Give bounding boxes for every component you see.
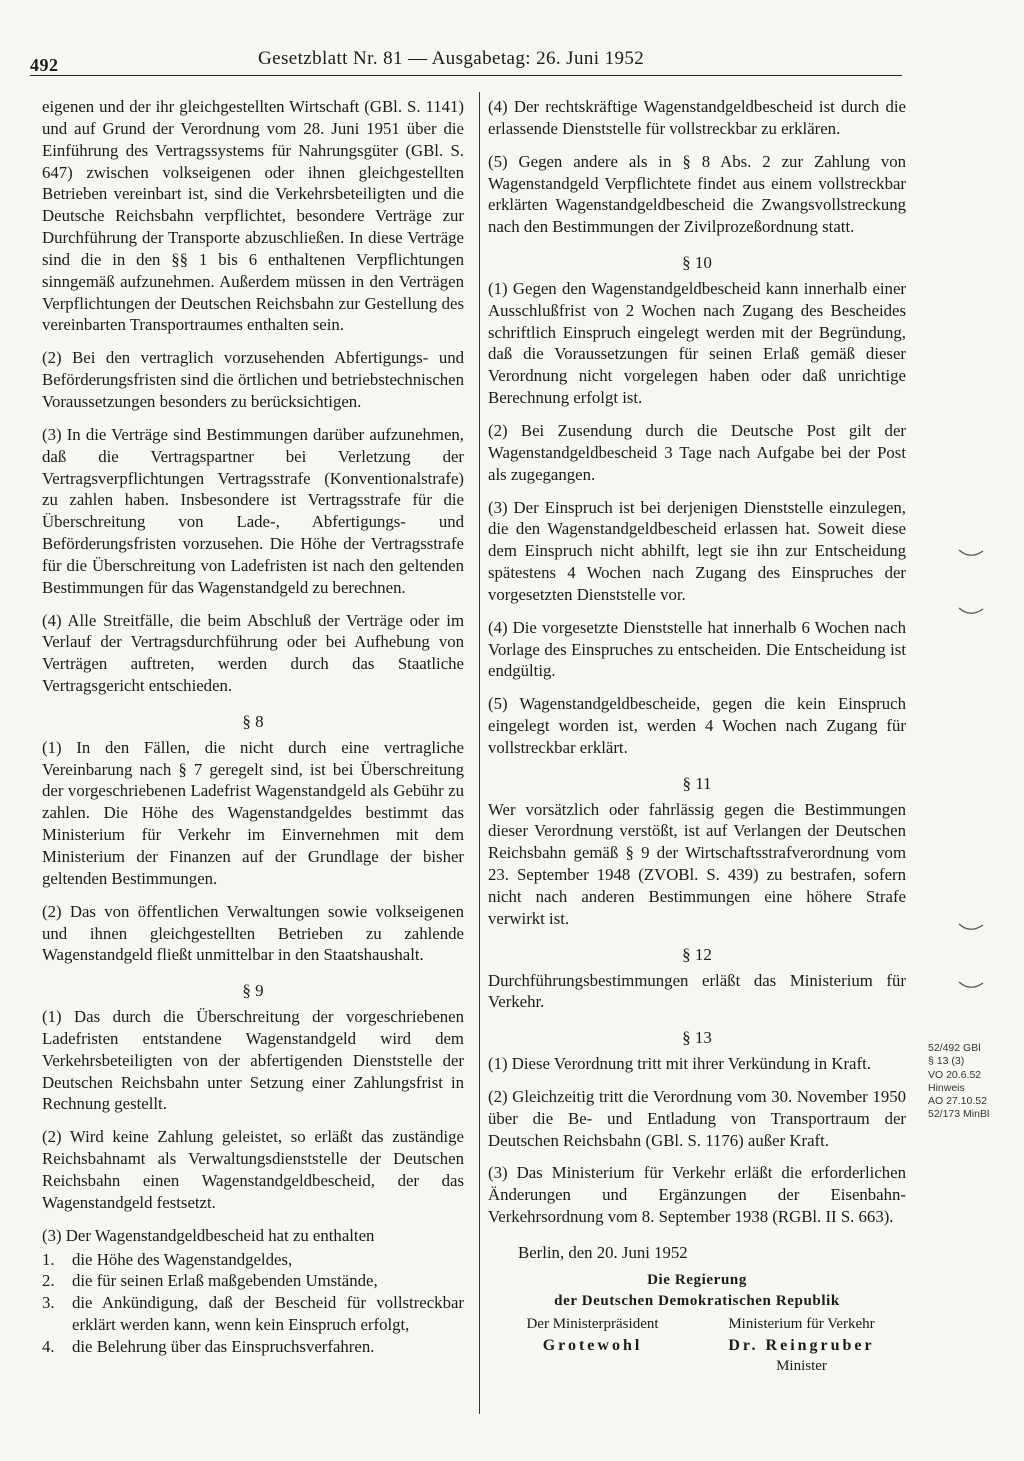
section-11-heading: § 11 [682, 773, 712, 793]
paragraph-10-3: (3) Der Einspruch ist bei derjenigen Dienststelle einzulegen, die den Wagenstandgeldbescheid erlassen hat. Soweit diese dem Einspruch nicht abhilft, legt sie ihn zur Entscheidung spätestens 4 Wochen nach Zugang des Einspruches der vorgesetzten Dienststelle vor. [488, 497, 906, 604]
margin-note-line: 52/492 GBl [928, 1042, 981, 1054]
section-12-heading: § 12 [682, 944, 712, 964]
running-header: Gesetzblatt Nr. 81 — Ausgabetag: 26. Juni 1952 [258, 48, 645, 69]
place-date: Berlin, den 20. Juni 1952 [518, 1242, 688, 1262]
signatory-right-title: Ministerium für Verkehr [728, 1315, 875, 1332]
paragraph-10-1: (1) Gegen den Wagenstandgeldbescheid kann innerhalb einer Ausschlußfrist von 2 Wochen nach Zugang des Bescheides schriftlich Einspruch eingelegt werden mit der Begründung, daß die Voraussetzungen für seinen Erlaß gemäß dieser Verordnung nicht vorgelegen haben oder daß unrichtige Berechnung erfolgt ist. [488, 278, 906, 408]
right-column [488, 96, 906, 1377]
paragraph-9-3-intro: (3) Der Wagenstandgeldbescheid hat zu enthalten [42, 1225, 375, 1245]
paragraph-7-2: (2) Bei den vertraglich vorzusehenden Abfertigungs- und Beförderungsfristen sind die örtlichen und betriebstechnischen Voraussetzungen besonders zu berücksichtigen. [42, 348, 464, 411]
paragraph-9-5: (5) Gegen andere als in § 8 Abs. 2 zur Zahlung von Wagenstandgeld Verpflichtete findet aus einem vollstreckbar erklärten Wagenstandgeldbescheid die Zwangsvollstreckung nach den Bestimmungen der Zivilprozeßordnung statt. [488, 151, 906, 237]
signatory-left-name: Grotewohl [542, 1336, 643, 1354]
section-10-heading: § 10 [682, 253, 712, 273]
page-number: 492 [30, 55, 59, 75]
pencil-mark-icon [958, 980, 984, 990]
margin-note-line: AO 27.10.52 [928, 1095, 987, 1108]
paragraph-13-1: (1) Diese Verordnung tritt mit ihrer Verkündung in Kraft. [488, 1054, 871, 1074]
paragraph-8-1: (1) In den Fällen, die nicht durch eine vertragliche Vereinbarung nach § 7 geregelt sind, ist bei Überschreitung der vorgeschriebenen Ladefrist Wagenstandgeld als Gebühr zu zahlen. Die Höhe des Wagenstandgeldes bestimmt das Ministerium für Verkehr im Einvernehmen mit dem Ministerium der Finanzen auf der Grundlage der bisher geltenden Bestimmungen. [42, 737, 464, 888]
header-rule [30, 75, 902, 76]
government-title: Die Regierung [647, 1271, 747, 1288]
paragraph-10-4: (4) Die vorgesetzte Dienststelle hat innerhalb 6 Wochen nach Vorlage des Einspruches zu entscheiden. Die Entscheidung ist endgültig. [488, 617, 906, 681]
signatory-right-role: Minister [776, 1357, 827, 1374]
list-item-text: die Höhe des Wagenstandgeldes, [72, 1249, 293, 1269]
list-item [42, 1336, 464, 1358]
pencil-mark-icon [958, 548, 984, 558]
margin-annotation [928, 1042, 1024, 1122]
left-column [42, 96, 464, 1358]
list-item-text: die Ankündigung, daß der Bescheid für vollstreckbar erklärt werden kann, wenn kein Einspruch erfolgt, [72, 1293, 464, 1335]
margin-note-line: VO 20.6.52 [928, 1068, 982, 1081]
signatories-row [488, 1314, 906, 1377]
list-item [42, 1249, 464, 1271]
signatory-left [488, 1314, 697, 1377]
margin-note-line: 52/173 MinBl [928, 1108, 990, 1121]
list-item-number: 2. [42, 1271, 55, 1291]
list-item-text: die Belehrung über das Einspruchsverfahren. [72, 1336, 375, 1356]
paragraph-7-4: (4) Alle Streitfälle, die beim Abschluß der Verträge oder im Verlauf der Vertragsdurchführung oder bei Aufhebung von Verträgen auftreten, werden durch das Staatliche Vertragsgericht entschieden. [42, 610, 464, 696]
signatory-left-title: Der Ministerpräsident [526, 1315, 659, 1332]
paragraph-11-1: Wer vorsätzlich oder fahrlässig gegen die Bestimmungen dieser Verordnung verstößt, ist auf Verlangen der Deutschen Reichsbahn gemäß § 9 der Wirtschaftsstrafverordnung vom 23. September 1948 (ZVOBl. S. 439) zu bestrafen, sofern nicht nach anderen Bestimmungen eine höhere Strafe verwirkt ist. [488, 799, 906, 928]
list-item-number: 4. [42, 1336, 55, 1356]
paragraph-9-1: (1) Das durch die Überschreitung der vorgeschriebenen Ladefristen entstandene Wagenstandgeld wird dem Verkehrsbeteiligten von der abfertigenden Dienststelle der Deutschen Reichsbahn unter Setzung einer Zahlungsfrist in Rechnung gestellt. [42, 1007, 464, 1114]
list-item-number: 3. [42, 1293, 55, 1313]
paragraph-7-3: (3) In die Verträge sind Bestimmungen darüber aufzunehmen, daß die Vertragspartner bei Verletzung der Vertragsverpflichtungen Vertragsstrafe (Konventionalstrafe) zu zahlen haben. Insbesondere ist Vertragsstrafe für die Überschreitung von Lade-, Abfertigungs- und Beförderungsfristen vorzusehen. Die Höhe der Vertragsstrafe für die Überschreitung von Ladefristen ist nach den geltenden Bestimmungen für das Wagenstandgeld zu berechnen. [42, 424, 464, 597]
paragraph-12-1: Durchführungsbestimmungen erläßt das Ministerium für Verkehr. [488, 970, 906, 1012]
paragraph-10-5: (5) Wagenstandgeldbescheide, gegen die kein Einspruch eingelegt worden ist, werden 4 Wochen nach Zugang für vollstreckbar erklärt. [488, 694, 906, 757]
section-13-heading: § 13 [682, 1028, 712, 1048]
signatory-right [697, 1314, 906, 1377]
paragraph-9-2: (2) Wird keine Zahlung geleistet, so erläßt das zuständige Reichsbahnamt als Verwaltungsdienststelle der Deutschen Reichsbahn einen Wagenstandgeldbescheid, der das Wagenstandgeld festsetzt. [42, 1127, 464, 1212]
margin-note-line: Hinweis [928, 1081, 965, 1094]
paragraph-9-4: (4) Der rechtskräftige Wagenstandgeldbescheid ist durch die erlassende Dienststelle für vollstreckbar zu erklären. [488, 97, 906, 138]
paragraph-13-2: (2) Gleichzeitig tritt die Verordnung vom 30. November 1950 über die Be- und Entladung von Transportraum der Deutschen Reichsbahn (GBl. S. 1176) außer Kraft. [488, 1086, 906, 1150]
section-9-heading: § 9 [242, 981, 264, 1001]
section-8-heading: § 8 [242, 711, 264, 731]
list-item [42, 1270, 464, 1292]
list-item-text: die für seinen Erlaß maßgebenden Umstände, [72, 1271, 378, 1291]
pencil-mark-icon [958, 922, 984, 932]
list-item-number: 1. [42, 1249, 55, 1269]
margin-note-line: § 13 (3) [928, 1055, 965, 1068]
paragraph-13-3: (3) Das Ministerium für Verkehr erläßt die erforderlichen Änderungen und Ergänzungen der Eisenbahn-Verkehrsordnung vom 8. September 1938 (RGBl. II S. 663). [488, 1163, 906, 1227]
list-item [42, 1292, 464, 1336]
government-subtitle: der Deutschen Demokratischen Republik [554, 1292, 840, 1309]
signatory-right-name: Dr. Reingruber [728, 1336, 875, 1354]
paragraph-continued: eigenen und der ihr gleichgestellten Wirtschaft (GBl. S. 1141) und auf Grund der Verordnung vom 28. Juni 1951 über die Einführung des Vertragssystems für Nahrungsgüter (GBl. S. 647) zwischen volkseigenen oder ihnen gleichgestellten Betrieben vereinbart ist, sind die Verkehrsbeteiligten und die Deutsche Reichsbahn verpflichtet, besondere Verträge zur Durchführung der Transporte abzuschließen. In diese Verträge sind die in den §§ 1 bis 6 enthaltenen Verpflichtungen sinngemäß aufzunehmen. Außerdem müssen in den Verträgen Verpflichtungen der Deutschen Reichsbahn zur Gestellung des vereinbarten Transportraumes enthalten sein. [42, 97, 464, 335]
paragraph-10-2: (2) Bei Zusendung durch die Deutsche Post gilt der Wagenstandgeldbescheid 3 Tage nach Aufgabe bei der Post als zugegangen. [488, 420, 906, 484]
signature-block [488, 1270, 906, 1377]
pencil-mark-icon [958, 606, 984, 616]
requirements-list [42, 1249, 464, 1358]
paragraph-8-2: (2) Das von öffentlichen Verwaltungen sowie volkseigenen und ihnen gleichgestellten Betrieben zu zahlende Wagenstandgeld fließt unmittelbar in den Staatshaushalt. [42, 901, 464, 965]
column-divider [479, 92, 480, 1414]
